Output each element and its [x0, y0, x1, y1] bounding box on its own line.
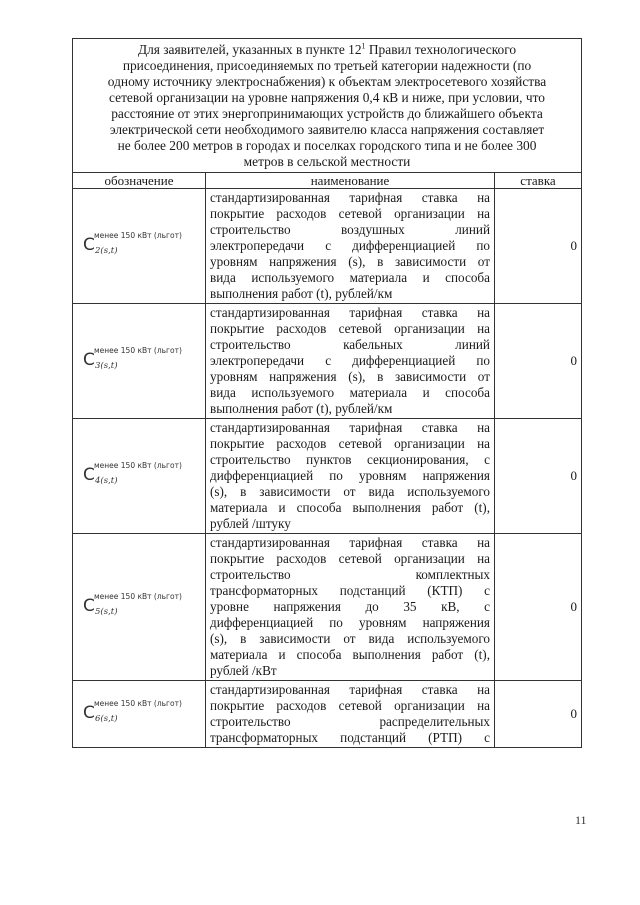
header-rate: ставка — [495, 173, 582, 189]
intro-line-1: Для заявителей, указанных в пункте $12^1$ Правил технологического — [137, 41, 517, 57]
symbol-subscript: 4(s,t) — [95, 476, 118, 486]
description-line: материала и способа выполнения работ (t), — [210, 500, 490, 515]
symbol-superscript: менее 150 кВт (льгот) — [94, 699, 182, 708]
symbol-superscript: менее 150 кВт (льгот) — [94, 346, 182, 355]
description-line: выполнения работ (t), рублей/км — [210, 401, 393, 416]
table-row — [73, 681, 582, 748]
intro-line-8: метров в сельской местности — [243, 154, 411, 169]
description-line: (s), в зависимости от вида используемого — [210, 484, 490, 499]
header-symbol: обозначение — [73, 173, 206, 189]
description-line: строительство воздушных линий — [210, 222, 490, 237]
description-line: уровням напряжения (s), в зависимости от — [210, 254, 490, 269]
intro-line-2: присоединения, присоединяемых по третьей категории надежности (по — [122, 58, 532, 73]
table-row — [73, 189, 582, 304]
description-line: покрытие расходов сетевой организации на — [210, 321, 490, 336]
description-line: уровне напряжения до 35 кВ, с — [210, 599, 490, 614]
description-line: стандартизированная тарифная ставка на — [210, 190, 490, 205]
description-line: покрытие расходов сетевой организации на — [210, 698, 490, 713]
description-line: стандартизированная тарифная ставка на — [210, 682, 490, 697]
description-line: строительство комплектных — [210, 567, 490, 582]
description-cell — [206, 189, 495, 304]
description-line: покрытие расходов сетевой организации на — [210, 436, 490, 451]
symbol-letter: C — [83, 350, 95, 370]
rate-value: 0 — [495, 189, 582, 304]
description-line: покрытие расходов сетевой организации на — [210, 206, 490, 221]
symbol-superscript: менее 150 кВт (льгот) — [94, 592, 182, 601]
description-line: покрытие расходов сетевой организации на — [210, 551, 490, 566]
tariff-symbol — [83, 699, 205, 729]
tariff-sheet — [72, 38, 581, 748]
symbol-cell — [73, 189, 206, 304]
description-line: дифференциацией по уровням напряжения — [210, 468, 490, 483]
description-line: выполнения работ (t), рублей/км — [210, 286, 393, 301]
description-line: стандартизированная тарифная ставка на — [210, 535, 490, 550]
description-line: строительство распределительных — [210, 714, 490, 729]
rate-value: 0 — [495, 681, 582, 748]
description-line: вида используемого материала и способа — [210, 385, 490, 400]
symbol-superscript: менее 150 кВт (льгот) — [94, 231, 182, 240]
intro-line-7: не более 200 метров в городах и поселках городского типа и не более 300 — [117, 138, 537, 153]
symbol-letter: C — [83, 596, 95, 616]
symbol-subscript: 6(s,t) — [95, 714, 118, 724]
description-line: (s), в зависимости от вида используемого — [210, 631, 490, 646]
symbol-superscript: менее 150 кВт (льгот) — [94, 461, 182, 470]
tariff-symbol — [83, 592, 205, 622]
description-cell — [206, 304, 495, 419]
rate-value: 0 — [495, 304, 582, 419]
description-line: материала и способа выполнения работ (t), — [210, 647, 490, 662]
rate-value: 0 — [495, 534, 582, 681]
symbol-subscript: 5(s,t) — [95, 607, 118, 617]
symbol-cell — [73, 304, 206, 419]
intro-row — [73, 39, 582, 173]
symbol-letter: C — [83, 235, 95, 255]
symbol-letter: C — [83, 465, 95, 485]
intro-line-5: расстояние от этих энергопринимающих устройств до ближайшего объекта — [111, 106, 543, 121]
description-line: электропередачи с дифференциацией по — [210, 353, 490, 368]
symbol-subscript: 3(s,t) — [95, 361, 118, 371]
symbol-cell — [73, 419, 206, 534]
description-line: трансформаторных подстанций (КТП) с — [210, 583, 490, 598]
table-row — [73, 419, 582, 534]
rate-value: 0 — [495, 419, 582, 534]
page-number: 11 — [575, 813, 587, 827]
description-line: трансформаторных подстанций (РТП) с — [210, 730, 490, 745]
description-cell — [206, 681, 495, 748]
table-row — [73, 304, 582, 419]
description-line: вида используемого материала и способа — [210, 270, 490, 285]
tariff-table — [72, 38, 582, 748]
description-line: дифференциацией по уровням напряжения — [210, 615, 490, 630]
description-line: стандартизированная тарифная ставка на — [210, 420, 490, 435]
symbol-cell — [73, 681, 206, 748]
table-row — [73, 534, 582, 681]
description-line: рублей /кВт — [210, 663, 277, 678]
symbol-cell — [73, 534, 206, 681]
description-cell — [206, 419, 495, 534]
symbol-subscript: 2(s,t) — [95, 246, 118, 256]
description-line: электропередачи с дифференциацией по — [210, 238, 490, 253]
tariff-symbol — [83, 231, 205, 261]
description-line: уровням напряжения (s), в зависимости от — [210, 369, 490, 384]
tariff-symbol — [83, 461, 205, 491]
symbol-letter: C — [83, 703, 95, 723]
header-row — [73, 173, 582, 189]
description-line: строительство пунктов секционирования, с — [210, 452, 490, 467]
description-line: стандартизированная тарифная ставка на — [210, 305, 490, 320]
intro-line-3: одному источнику электроснабжения) к объектам электросетевого хозяйства — [107, 74, 547, 89]
intro-line-6: электрической сети необходимого заявителю класса напряжения составляет — [109, 122, 545, 137]
description-line: строительство кабельных линий — [210, 337, 490, 352]
header-name: наименование — [206, 173, 495, 189]
description-line: рублей /штуку — [210, 516, 291, 531]
description-cell — [206, 534, 495, 681]
intro-line-4: сетевой организации на уровне напряжения 0,4 кВ и ниже, при условии, что — [109, 90, 545, 105]
intro-text — [73, 39, 582, 173]
tariff-symbol — [83, 346, 205, 376]
